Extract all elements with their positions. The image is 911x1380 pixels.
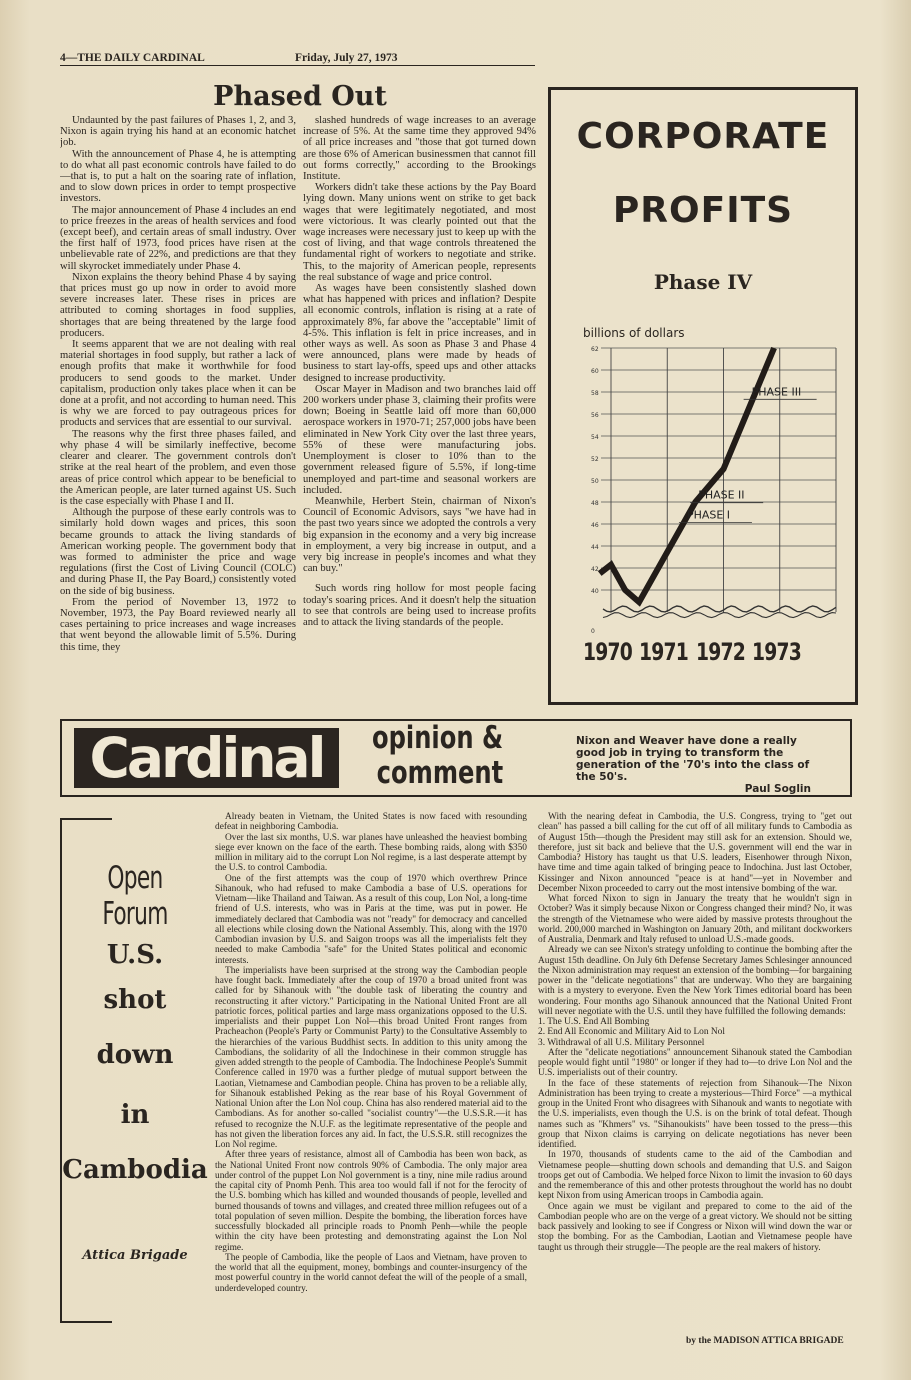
paragraph: Workers didn't take these actions by the Pay Board lying down. Many unions went on strike to get back wages that were legitimately negotiated, and most were victorious. It was clearly pointed out that the wage increases were necessary just to keep up with the cost of living, and that wage controls threatened the fundamental right of workers to negotiate and strike. This, to the majority of American people, represents the real substance of wage and price control.: [303, 182, 536, 283]
chart-baseline-wave: [603, 613, 836, 618]
corporate-profits-graphic: [548, 87, 858, 705]
paragraph: After the "delicate negotiations" announcement Sihanouk stated the Cambodian people would fight until "1980" or longer if they had to—to drive Lon Nol and the U.S. imperialists out of their country.: [538, 1047, 852, 1079]
opinion-banner: [60, 719, 852, 797]
article-headline: Phased Out: [213, 81, 387, 112]
opinion-line: opinion &: [372, 720, 504, 756]
paragraph: In 1970, thousands of students came to the aid of the Cambodian and Vietnamese people—shutting down schools and demanding that U.S. and Saigon troops get out of Cambodia. We helped force Nixon to limit the invasion to 60 days and the rememberance of this and other protests throughout the world has no doubt kept Nixon from using American troops in Cambodia again.: [538, 1150, 852, 1202]
chart-annotation: PHASE I: [686, 508, 731, 522]
cardinal-logo-text: Cardinal: [89, 726, 324, 790]
open-forum-label: Open Forum: [102, 860, 168, 932]
graphic-title-line-2: PROFITS: [612, 190, 794, 231]
article-column-1: [60, 115, 296, 715]
article-column-2: [303, 115, 536, 715]
comment-line: comment: [376, 755, 504, 791]
paragraph: One of the first attempts was the coup of 1970 which overthrew Prince Sihanouk, who had refused to make Cambodia a base of U.S. operations for Vietnam—like Thailand and Taiwan. As a result of this coup, Lon Nol, a long-time friend of U.S. interests, who was in Paris at the time, was put in power. He immediately declared that Cambodia was not "ready" for democracy and cancelled all elections while closing down the National Assembly. This, along with the 1970 Cambodian invasion by U.S. and Saigon troops was all the imperialists felt they needed to make Cambodia "safe" for the United States political and economic interests.: [215, 873, 527, 966]
chart-y-tick-label: 50: [591, 478, 599, 485]
page-title: 4—THE DAILY CARDINAL: [60, 52, 205, 64]
demand-item: 2. End All Economic and Military Aid to Lon Nol: [538, 1027, 725, 1038]
chart-y-tick-label: 62: [591, 346, 599, 353]
chart-x-tick-label: 1971: [639, 638, 689, 666]
forum-column-2: [538, 812, 852, 1332]
chart-y-tick-label: 56: [591, 412, 599, 419]
chart-x-tick-label: 1970: [583, 638, 632, 666]
chart-x-tick-label: 1972: [695, 638, 745, 666]
page-header: [60, 52, 535, 66]
paragraph: Oscar Mayer in Madison and two branches laid off 200 workers under phase 3, claiming their profits were down; Boeing in Seattle laid off more than 60,000 aerospace workers in 1970-71; 257,000 jobs have been eliminated in New York City over the last three years, 55% of these were manufacturing jobs. Unemployment is closer to 10% than to the government released figure of 5.5%, if long-time unemployed and part-time and seasonal workers are included.: [303, 383, 536, 496]
paragraph: Meanwhile, Herbert Stein, chairman of Nixon's Council of Economic Advisors, says "we have had in the past two years since we adopted the controls a very big expansion in the economy and a very big increase in employment, a very big increase in output, and a very big increase in people's incomes and what they can buy.": [303, 495, 536, 575]
forum-title-word: U.S.: [106, 940, 164, 970]
forum-signature: by the MADISON ATTICA BRIGADE: [686, 1336, 844, 1346]
banner-quote: [576, 735, 811, 795]
paragraph: slashed hundreds of wage increases to an average increase of 5%. At the same time they approved 94% of all price increases and "those that got turned down are those 6% of American businessmen that cannot fill out forms correctly," according to the Brookings Institute.: [303, 115, 536, 183]
chart-y-tick-label: 40: [591, 588, 599, 595]
forum-title-word: in: [120, 1100, 150, 1130]
graphic-subtitle: Phase IV: [653, 270, 753, 294]
chart-y-tick-label: 60: [591, 368, 599, 375]
profits-chart: [551, 90, 855, 702]
demand-item: 1. The U.S. End All Bombing: [538, 1017, 650, 1027]
forum-title-word: down: [96, 1040, 174, 1070]
chart-baseline-wave: [603, 606, 836, 612]
forum-title-word: Cambodia: [62, 1155, 208, 1185]
chart-annotation: PHASE II: [698, 488, 745, 502]
chart-y-tick-label: 54: [591, 434, 599, 441]
paragraph: Once again we must be vigilant and prepared to come to the aid of the Cambodian people who are on the verge of a great victory. We should not be sitting back passively and looking to see if Congress or Nixon will wind down the war or stop the bombing. For as the Cambodian, Laotian and Vietnamese people have taught us through their struggle—The people are the real makers of history.: [538, 1201, 852, 1253]
chart-y-tick-label: 42: [591, 566, 599, 573]
paragraph: The people of Cambodia, like the people of Laos and Vietnam, have proven to the world that all the equipment, money, bombings and counter-insurgency of the most powerful country in the world cannot defeat the will of the people of a small, underdeveloped country.: [215, 1252, 527, 1294]
paragraph: Already beaten in Vietnam, the United States is now faced with resounding defeat in neighboring Cambodia.: [215, 812, 527, 833]
banner-quote-byline: Paul Soglin: [744, 783, 811, 795]
chart-y-tick-label: 48: [591, 500, 599, 507]
paragraph: Such words ring hollow for most people facing today's soaring prices. And it doesn't help the situation to see that controls are being used to increase profits and to attack the living standards of the people.: [303, 583, 536, 628]
chart-x-axis: [551, 638, 861, 672]
banner-quote-text: Nixon and Weaver have done a really good job in trying to transform the generation of the '70's into the class of the 50's.: [576, 735, 810, 783]
paragraph: The reasons why the first three phases failed, and why phase 4 will be similarly ineffective, become clearer and clearer. The government controls don't strike at the real heart of the problem, and even those areas of price control which appear to be beneficial to the American people, are later turned against US. Such is the case especially with Phase I and II.: [60, 428, 296, 507]
demand-item: 3. Withdrawal of all U.S. Military Personnel: [538, 1037, 705, 1048]
chart-profit-line: [600, 348, 774, 602]
paragraph: With the announcement of Phase 4, he is attempting to do what all past economic controls have failed to do—that is, to put a halt on the soaring rate of inflation, and to slow down prices in order to tempt prospective investors.: [60, 148, 296, 205]
paragraph: The imperialists have been surprised at the strong way the Cambodian people have fought back. Immediately after the coup of 1970 a broad united front was called for by Sihanouk with "the double task of liberating the country and reconstructing it after victory." Participating in the National United Front are all patriotic forces, political parties and large mass organizations opposed to the U.S. imperialists and their puppet Lon Nol—this broad United Front ranges from Pracheachon (People's Party or Communist Party) to the Consultative Assembly to the hierarchies of the various Buddhist sects. In addition to this unity among the Cambodians, the solidarity of all the Indochinese in their common struggle has given added strength to the people of Cambodia. The Indochinese People's Summit Conference called in 1970 was a further pledge of mutual support between the Laotian, Vietnamese and Cambodian people. China has proven to be a reliable ally, for Sihanouk established Peking as the rear base of his Royal Government of National Union after the Lon Nol coup. China has also rendered material aid to the Cambodians. As for another so-called "socialist country"—the U.S.S.R.—it has refused to recognize the N.U.F. as the legitimate representative of the people and has not given the liberation forces any aid. In fact, the U.S.S.R. still recognizes the Lon Nol regime.: [215, 965, 527, 1150]
chart-annotation: PHASE III: [751, 385, 802, 399]
opinion-comment-heading: [372, 721, 503, 791]
paragraph: It seems apparent that we are not dealing with real material shortages in food supply, but rather a lack of enough profits that make it worthwhile for food producers to send goods to the market. Under capitalism, production only takes place when it can be done at a profit, and not according to human need. This is why we are forced to pay outrageous prices for products and services that are essential to our survival.: [60, 339, 296, 429]
paragraph: With the nearing defeat in Cambodia, the U.S. Congress, trying to "get out clean" has passed a bill calling for the cut off of all military funds to Cambodia as of August 15th—though the President may still ask for an extension. Should we, therefore, just sit back and believe that the U.S. government will end the war in Cambodia? History has taught us that U.S. leaders, Eisenhower through Nixon, have time and time again talked of bringing peace to Indochina. Just last October, Kissinger and Nixon announced "peace is at hand"—yet in November and December Nixon proceeded to carry out the most intensive bombing of the war.: [538, 812, 852, 894]
paragraph: From the period of November 13, 1972 to November, 1973, the Pay Board reviewed nearly all cases pertaining to price increases and wage increases that went beyond the allowable limit of 5.5%. During this time, they: [60, 596, 296, 653]
forum-byline: Attica Brigade: [82, 1248, 188, 1263]
chart-y-tick-label: 44: [591, 544, 599, 551]
paragraph: What forced Nixon to sign in January the treaty that he wouldn't sign in October? Was it simply because Nixon or Congress changed their mind? No, it was the strength of the Vietnamese who were aided by massive protests throughout the world. 200,000 marched in Washington on January 20th, and militant dockworkers of Australia, Denmark and Italy refused to unload U.S.-made goods.: [538, 894, 852, 945]
paragraph: Although the purpose of these early controls was to similarly hold down wages and prices, this soon became grounds to attack the living standards of American working people. The government body that was formed to administer the price and wage regulations (first the Cost of Living Council (COLC) and during Phase II, the Pay Board,) consistently voted on the side of big business.: [60, 507, 296, 597]
paragraph: After three years of resistance, almost all of Cambodia has been won back, as the National United Front now controls 90% of Cambodia. The only major area under control of the puppet Lon Nol government is a tiny, nine mile radius around the capital city of Pnomh Penh. This area too would fall if not for the ferocity of the U.S. bombing which has killed and wounded thousands of people, levelled and burned thousands of towns and villages, and created three million refugees out of a total population of seven million. Despite the bombing, the liberation forces have successfully blockaded all principle roads to Pnomh Penh—while the people within the city have been protesting and demonstrating against the Lon Nol regime.: [215, 1150, 527, 1253]
paragraph: Over the last six months, U.S. war planes have unleashed the heaviest bombing siege ever known on the face of the earth. These bombing raids, along with $350 million in military aid to the corrupt Lon Nol regime, is a last desperate attempt by the U.S. to control Cambodia.: [215, 832, 527, 874]
chart-y-tick-label: 58: [591, 390, 599, 397]
paragraph: In the face of these statements of rejection from Sihanouk—The Nixon Administration has been trying to create a mysterious—Third Force" —a mythical group in the United Front who disagrees with Sihanouk and wants to negotiate with the U.S. imperialists, even though the U.S. is on the brink of total defeat. Though names such as "Khmers" vs. "Sihanoukists" have been tossed to the press—this group that Nixon claims is carrying on delicate negotiations has never been identified.: [538, 1078, 852, 1150]
forum-title-word: shot: [103, 985, 167, 1015]
issue-date: Friday, July 27, 1973: [295, 52, 398, 64]
chart-x-tick-label: 1973: [751, 638, 801, 666]
chart-y-tick-label: 0: [591, 628, 595, 635]
forum-column-1: [215, 812, 527, 1332]
cardinal-logo: [74, 728, 339, 788]
paragraph: Undaunted by the past failures of Phases 1, 2, and 3, Nixon is again trying his hand at an economic hatchet job.: [60, 115, 296, 149]
paragraph: Already we can see Nixon's strategy unfolding to continue the bombing after the August 15th deadline. On July 6th Defense Secretary James Schlesinger announced the Nixon administration may request an extension of the bombing—for bargaining power in the "delicate negotiations" that are underway. Who they are bargaining with is a mystery to everyone. Even the New York Times editorial board has been wondering. Four months ago Sihanouk announced that the National United Front will never negotiate with the U.S. until they have fulfilled the following demands:: [538, 945, 852, 1017]
chart-y-tick-label: 46: [591, 522, 599, 529]
paragraph: The major announcement of Phase 4 includes an end to price freezes in the areas of health services and food (except beef), and certain areas of small industry. Over the first half of 1973, food prices have risen at the unbelievable rate of 22%, and predictions are that they will skyrocket immediately under Phase 4.: [60, 204, 296, 272]
paragraph: Nixon explains the theory behind Phase 4 by saying that prices must go up now in order to avoid more severe increases later. These rises in prices are attributed to coming shortages in food supplies, shortages that are being threatened by the large food producers.: [60, 271, 296, 339]
chart-y-tick-label: 52: [591, 456, 599, 463]
graphic-title-line-1: CORPORATE: [576, 116, 830, 157]
paragraph: As wages have been consistently slashed down what has happened with prices and inflation? Despite all economic controls, inflation is rising at a rate of approximately 8%, far above the "acceptable" limit of 4-5%. This inflation is felt in price increases, and in other ways as well. As soon as Phase 3 and Phase 4 were announced, plans were made by heads of business to start lay-offs, speed ups and other attacks designed to increase productivity.: [303, 283, 536, 384]
chart-y-axis-label: billions of dollars: [583, 326, 685, 340]
